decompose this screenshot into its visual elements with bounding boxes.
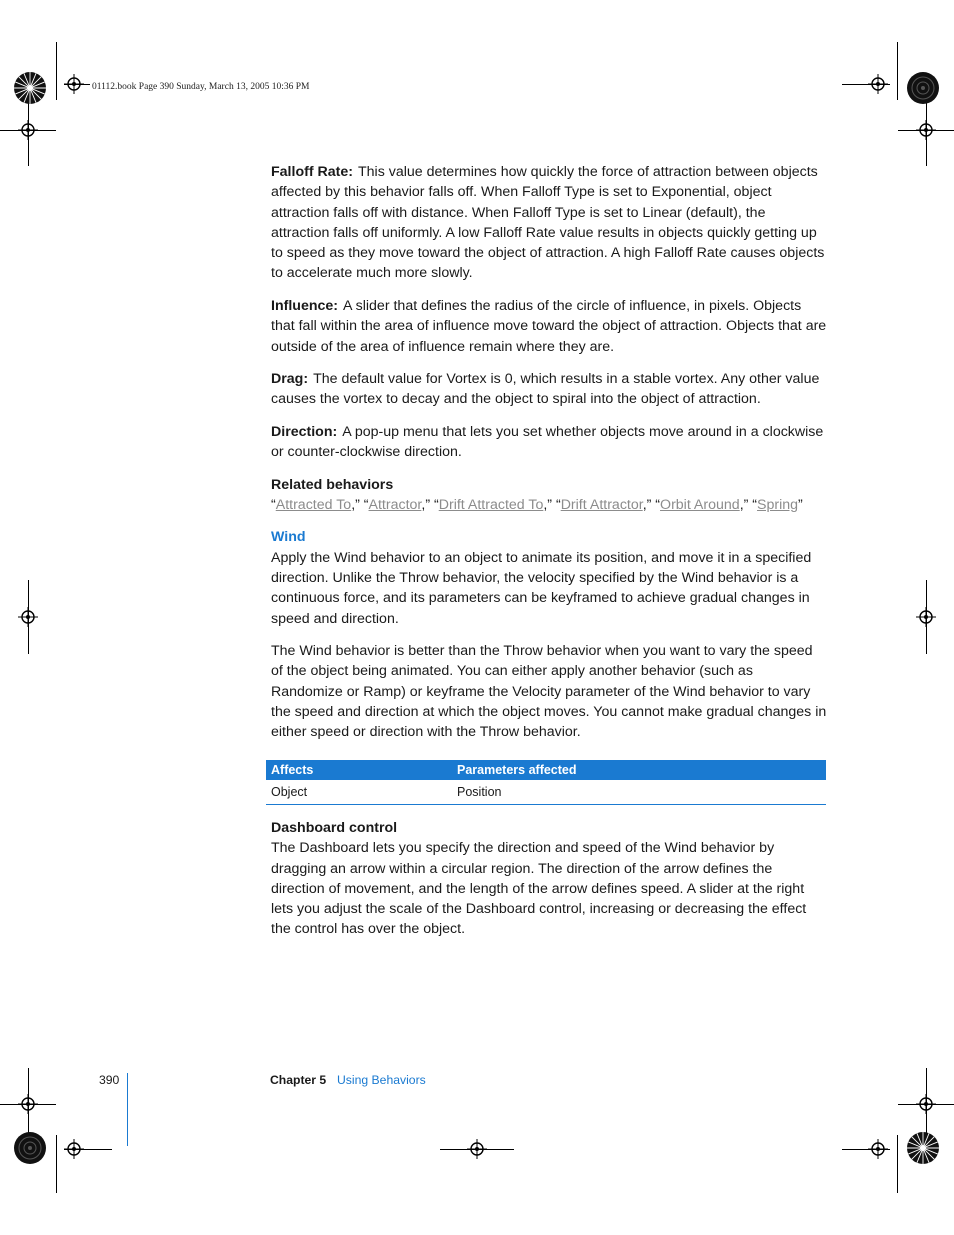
- definition-term: Drag:: [271, 371, 309, 388]
- page-number: 390: [99, 1073, 120, 1087]
- chapter-label: Chapter 5: [270, 1073, 327, 1087]
- registration-mark-icon: [467, 1139, 487, 1159]
- related-behaviors-heading: Related behaviors: [271, 476, 394, 493]
- registration-mark-icon: [916, 607, 936, 627]
- definition-direction: [271, 422, 827, 463]
- link-spring[interactable]: Spring: [757, 496, 799, 513]
- table-cell: Object: [271, 785, 308, 799]
- related-behaviors: [271, 475, 827, 516]
- table-header: [266, 760, 826, 780]
- definition-text: The default value for Vortex is 0, which results in a stable vortex. Any other value causes the vortex to decay and the object to spiral into the object of attraction.: [271, 371, 820, 408]
- definition-drag: [271, 369, 827, 410]
- link-drift-attractor[interactable]: Drift Attractor: [560, 496, 643, 513]
- star-target-icon: [906, 71, 940, 105]
- crop-mark: [897, 42, 898, 100]
- column-header: Affects: [271, 763, 314, 777]
- crop-mark: [56, 42, 57, 100]
- print-slug: 01112.book Page 390 Sunday, March 13, 2005 10:36 PM: [92, 82, 310, 92]
- page-content: [271, 162, 827, 755]
- registration-mark-icon: [18, 120, 38, 140]
- dashboard-section: [271, 818, 827, 940]
- table-cell: Position: [457, 785, 502, 799]
- parameters-table: [266, 760, 826, 805]
- registration-mark-icon: [916, 120, 936, 140]
- definition-falloff-rate: [271, 162, 827, 284]
- definition-text: A slider that defines the radius of the circle of influence, in pixels. Objects that fall within the area of influence move toward the object of attraction. Objects that are outside of the area of influence remain where they are.: [271, 297, 827, 355]
- registration-mark-icon: [868, 1139, 888, 1159]
- registration-mark-icon: [916, 1094, 936, 1114]
- section-heading-wind: Wind: [271, 529, 306, 546]
- link-orbit-around[interactable]: Orbit Around: [660, 496, 740, 513]
- crop-mark: [897, 1135, 898, 1193]
- link-attractor[interactable]: Attractor: [368, 496, 422, 513]
- registration-mark-icon: [64, 74, 84, 94]
- chapter-title: Using Behaviors: [337, 1073, 426, 1087]
- wind-paragraph: The Wind behavior is better than the Throw behavior when you want to vary the speed of the object being animated. You can either apply another behavior (such as Randomize or Ramp) or keyframe the Velocity parameter of the Wind behavior to vary the speed and direction at which the object moves. You cannot make gradual changes in either speed or direction with the Throw behavior.: [271, 643, 827, 741]
- definition-term: Falloff Rate:: [271, 164, 353, 180]
- wind-section: [271, 527, 827, 628]
- crop-mark: [56, 1135, 57, 1193]
- dashboard-heading: Dashboard control: [271, 820, 398, 836]
- definition-term: Direction:: [271, 423, 338, 440]
- column-header: Parameters affected: [457, 763, 577, 777]
- registration-mark-icon: [18, 607, 38, 627]
- registration-mark-icon: [64, 1139, 84, 1159]
- footer-divider: [127, 1073, 128, 1146]
- link-drift-attracted-to[interactable]: Drift Attracted To: [438, 496, 544, 513]
- link-attracted-to[interactable]: Attracted To: [275, 496, 352, 513]
- definition-text: This value determines how quickly the force of attraction between objects affected by this behavior falls off. When Falloff Type is set to Exponential, object attraction falls off with distance. When Falloff Type is set to Linear (default), the attraction falls off uniformly. A low Falloff Rate value results in objects quickly getting up to speed as they move toward the object of attraction. A high Falloff Rate causes objects to accelerate much more slowly.: [271, 164, 825, 282]
- related-links: “Attracted To,” “Attractor,” “Drift Attracted To,” “Drift Attractor,” “Orbit Around,” “Spring”: [271, 496, 803, 513]
- star-target-icon: [13, 1131, 47, 1165]
- dashboard-paragraph: The Dashboard lets you specify the direction and speed of the Wind behavior by dragging an arrow within a circular region. The direction of the arrow defines the direction of movement, and the length of the arrow defines speed. A slider at the right lets you adjust the scale of the Dashboard control, increasing or decreasing the effect the control has over the object.: [271, 840, 807, 938]
- star-target-icon: [13, 71, 47, 105]
- wind-paragraph: Apply the Wind behavior to an object to animate its position, and move it in a specified direction. Unlike the Throw behavior, the velocity specified by the Wind behavior is a continuous force, and its parameters can be keyframed to achieve gradual changes in speed and direction.: [271, 549, 812, 627]
- registration-mark-icon: [868, 74, 888, 94]
- star-target-icon: [906, 1131, 940, 1165]
- definition-term: Influence:: [271, 297, 339, 314]
- table-row: [266, 780, 826, 805]
- definition-text: A pop-up menu that lets you set whether objects move around in a clockwise or counter-clockwise direction.: [271, 423, 824, 461]
- definition-influence: [271, 296, 827, 357]
- registration-mark-icon: [18, 1094, 38, 1114]
